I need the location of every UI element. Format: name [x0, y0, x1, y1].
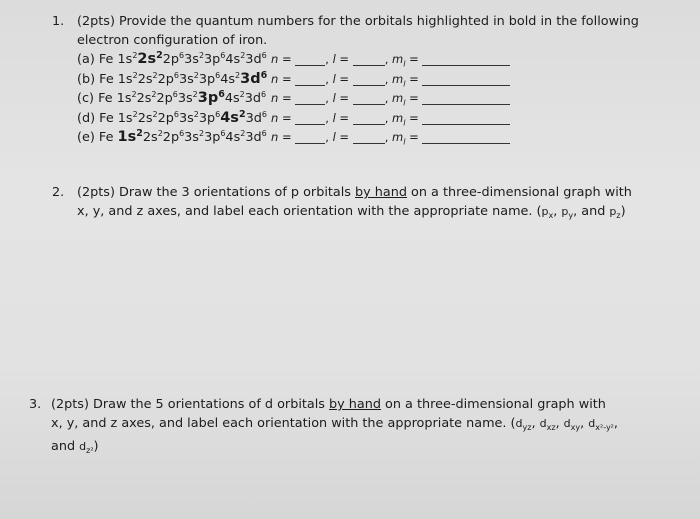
n-label: n =	[271, 52, 292, 66]
l-label: l =	[332, 71, 350, 86]
config-item	[77, 89, 672, 109]
ml-blank	[422, 91, 510, 105]
n-label: n =	[271, 71, 292, 86]
l-blank	[353, 130, 385, 144]
question-1-body	[77, 12, 672, 148]
electron-configuration: (d) Fe $1s^22s^22p^63s^23p^64s^23d^6$	[77, 108, 267, 126]
quantum-number-blanks: n = , l = , $m_l$ =	[271, 50, 510, 73]
question-2-underlined: by hand	[355, 185, 407, 200]
question-2-number: 2.	[52, 185, 65, 200]
l-label: l =	[332, 91, 350, 105]
ml-blank	[422, 72, 510, 86]
quantum-number-blanks: n = , l = , $m_l$ =	[271, 70, 510, 93]
config-item	[77, 109, 672, 129]
question-3-underlined: by hand	[329, 397, 381, 412]
question-1-number: 1.	[52, 14, 65, 29]
config-item	[77, 128, 672, 148]
question-2-text-a: (2pts) Draw the 3 orientations of p orbitals	[77, 185, 356, 200]
question-3-number: 3.	[29, 397, 42, 412]
ml-label: $m_l$ =	[392, 130, 419, 147]
quantum-number-blanks: n = , l = , $m_l$ =	[271, 89, 510, 112]
l-label: l =	[332, 110, 350, 125]
n-label: n =	[271, 91, 292, 105]
quantum-number-blanks: n = , l = , $m_l$ =	[271, 109, 510, 132]
l-label: l =	[332, 130, 350, 144]
question-1-prompt	[77, 12, 672, 50]
question-3	[29, 395, 669, 460]
question-1-prompt-line2: electron configuration of iron.	[77, 33, 268, 48]
question-3-text-a: (2pts) Draw the 5 orientations of d orbitals	[51, 397, 330, 412]
question-3-line3: and $d_{z^2}$)	[51, 439, 99, 456]
ml-blank	[422, 52, 510, 66]
n-blank	[295, 72, 325, 86]
question-1-items	[77, 50, 672, 148]
ml-blank	[422, 130, 510, 144]
ml-label: $m_l$ =	[392, 91, 419, 108]
config-item	[77, 50, 672, 70]
n-label: n =	[271, 130, 292, 144]
n-blank	[295, 111, 325, 125]
l-blank	[353, 52, 385, 66]
ml-label: $m_l$ =	[392, 110, 419, 127]
n-label: n =	[271, 110, 292, 125]
question-3-body	[51, 395, 669, 460]
l-label: l =	[332, 52, 350, 66]
question-2-text-b: on a three-dimensional graph with	[406, 185, 632, 200]
n-blank	[295, 130, 325, 144]
question-2	[52, 183, 652, 225]
question-2-line1	[77, 183, 652, 202]
electron-configuration: (b) Fe $1s^22s^22p^63s^23p^64s^23d^6$	[77, 69, 268, 87]
question-3-line1	[51, 395, 669, 414]
electron-configuration: (a) Fe $1s^22s^22p^63s^23p^64s^23d^6$	[77, 50, 267, 67]
question-3-text-b: on a three-dimensional graph with	[380, 397, 606, 412]
question-2-body	[77, 183, 652, 225]
quantum-number-blanks: n = , l = , $m_l$ =	[271, 128, 510, 151]
question-2-line2: x, y, and z axes, and label each orientation with the appropriate name. ($p_x$, $p_y$, and $p_z$)	[77, 204, 626, 221]
ml-blank	[422, 111, 510, 125]
config-item	[77, 70, 672, 90]
ml-label: $m_l$ =	[392, 71, 419, 88]
l-blank	[353, 72, 385, 86]
question-1-prompt-line1: (2pts) Provide the quantum numbers for the orbitals highlighted in bold in the following	[77, 14, 639, 29]
l-blank	[353, 111, 385, 125]
electron-configuration: (e) Fe $1s^22s^22p^63s^23p^64s^23d^6$	[77, 128, 267, 145]
electron-configuration: (c) Fe $1s^22s^22p^63s^23p^64s^23d^6$	[77, 89, 267, 106]
n-blank	[295, 91, 325, 105]
n-blank	[295, 52, 325, 66]
ml-label: $m_l$ =	[392, 52, 419, 69]
question-3-line2: x, y, and z axes, and label each orientation with the appropriate name. ($d_{yz}$, $d_{xz}$, $d_{xy}$, $d_{x^2-y^2}$,	[51, 416, 618, 433]
question-1	[52, 12, 672, 148]
l-blank	[353, 91, 385, 105]
